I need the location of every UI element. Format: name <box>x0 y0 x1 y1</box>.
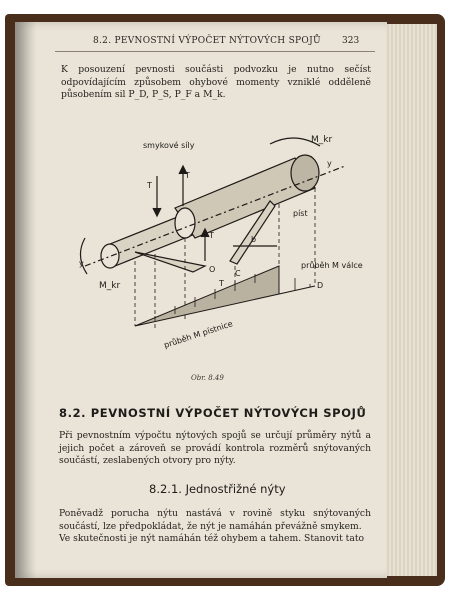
label-b: b <box>251 235 257 244</box>
book <box>5 14 445 586</box>
label-t-mid: T <box>209 231 214 240</box>
moment-diagram <box>135 266 315 326</box>
label-t-left: T <box>147 181 152 190</box>
figure-svg <box>65 126 365 366</box>
page-number: 323 <box>342 36 360 46</box>
rod-end-ellipse <box>101 244 119 268</box>
label-t-low: T <box>219 279 224 288</box>
page-edges <box>381 24 437 576</box>
label-moment-piston-rod: průběh M pístnice <box>162 319 234 350</box>
label-t-right: T <box>185 171 190 180</box>
label-c: C <box>235 269 241 278</box>
label-piston: píst <box>293 209 308 218</box>
figure-caption: Obr. 8.49 <box>191 374 224 382</box>
label-y-left: y <box>79 259 84 268</box>
subsection-paragraph <box>59 508 371 546</box>
page <box>15 22 387 578</box>
label-shear-forces: smykové síly <box>143 141 195 150</box>
lower-link <box>135 252 205 272</box>
subsection-text-1: Poněvadž porucha nýtu nastává v rovině styku snýtovaných součástí, lze předpokládat, že nýt je namáhán převážně smykem. <box>59 508 371 532</box>
subsection-text-2: Ve skutečnosti je nýt namáhán též ohybem a tahem. Stanovit tato <box>59 533 365 544</box>
spine-shadow <box>15 22 37 578</box>
label-mkr-top: M_kr <box>311 135 333 145</box>
section-title: 8.2. PEVNOSTNÍ VÝPOČET NÝTOVÝCH SPOJŮ <box>59 406 367 420</box>
subsection-title: 8.2.1. Jednostřižné nýty <box>149 482 286 496</box>
label-moment-cylinder: průběh M válce <box>301 261 363 270</box>
label-o-left: O <box>209 265 216 274</box>
running-head: 8.2. PEVNOSTNÍ VÝPOČET NÝTOVÝCH SPOJŮ <box>93 36 321 46</box>
label-d: D <box>317 281 324 290</box>
section-paragraph: Při pevnostním výpočtu nýtových spojů se určují průměry nýtů a jejich počet a zároveň se provádí kontrola rozměrů snýtovaných součástí, zeslabených otvory pro nýty. <box>59 430 371 466</box>
intro-paragraph: K posouzení pevnosti součásti podvozku je nutno sečíst odpovídajícím způsobem ohybové momenty vzniklé odděleně působením sil P_D, P_S, P_F a M_k. <box>61 64 371 100</box>
cylinder-front-ellipse <box>175 208 195 238</box>
label-y-right: y <box>327 159 332 168</box>
header-rule <box>55 51 375 52</box>
figure-diagram <box>65 126 365 366</box>
torque-arrow-bottom <box>80 238 87 274</box>
label-mkr-bottom: M_kr <box>99 281 121 291</box>
